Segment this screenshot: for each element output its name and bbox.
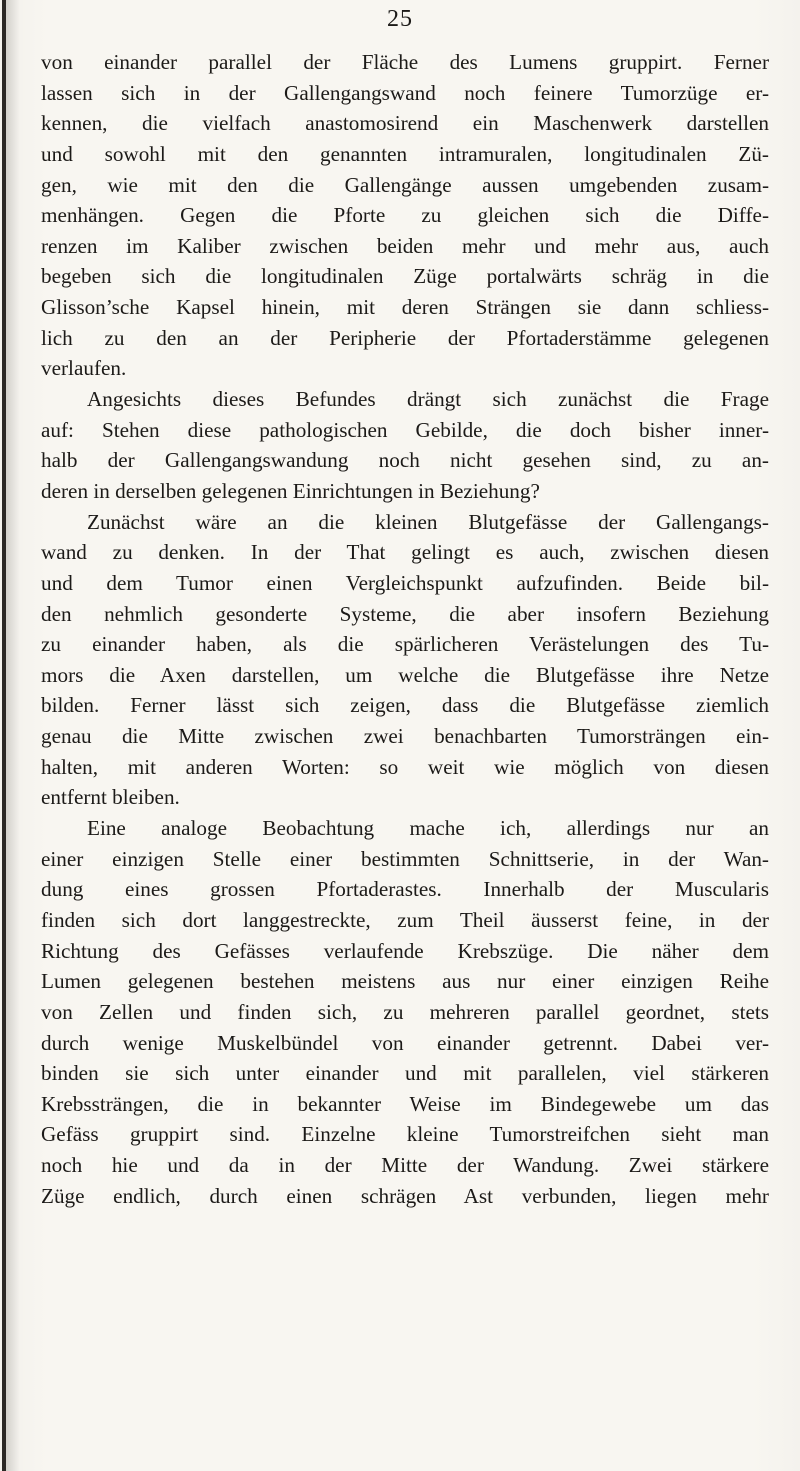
text-line: binden sie sich unter einander und mit parallelen, viel stärkeren <box>41 1061 769 1086</box>
text-line: bilden. Ferner lässt sich zeigen, dass die Blutgefässe ziemlich <box>41 693 769 718</box>
binding-shadow <box>6 0 20 1471</box>
text-line: Glisson’sche Kapsel hinein, mit deren Strängen sie dann schliess- <box>41 295 769 320</box>
text-line: Gefäss gruppirt sind. Einzelne kleine Tumorstreifchen sieht man <box>41 1122 769 1147</box>
text-line: finden sich dort langgestreckte, zum Theil äusserst feine, in der <box>41 907 769 932</box>
text-line: dung eines grossen Pfortaderastes. Innerhalb der Muscularis <box>41 877 769 902</box>
text-line: kennen, die vielfach anastomosirend ein Maschenwerk darstellen <box>41 111 769 136</box>
text-line: Krebssträngen, die in bekannter Weise im Bindegewebe um das <box>41 1091 769 1116</box>
paragraph-start-line: Zunächst wäre an die kleinen Blutgefässe der Gallengangs- <box>87 509 769 534</box>
paragraph-end-line: deren in derselben gelegenen Einrichtungen in Beziehung? <box>41 478 540 503</box>
text-line: genau die Mitte zwischen zwei benachbarten Tumorsträngen ein- <box>41 724 769 749</box>
text-line: Richtung des Gefässes verlaufende Krebszüge. Die näher dem <box>41 938 769 963</box>
text-line: lassen sich in der Gallengangswand noch feinere Tumorzüge er- <box>41 80 769 105</box>
page-number: 25 <box>387 6 413 32</box>
text-line: wand zu denken. In der That gelingt es auch, zwischen diesen <box>41 540 769 565</box>
paragraph-end-line: entfernt bleiben. <box>41 785 180 810</box>
text-line: Lumen gelegenen bestehen meistens aus nur einer einzigen Reihe <box>41 969 769 994</box>
text-line: halten, mit anderen Worten: so weit wie möglich von diesen <box>41 754 769 779</box>
text-line: von einander parallel der Fläche des Lumens gruppirt. Ferner <box>41 50 769 74</box>
paragraph-start-line: Angesichts dieses Befundes drängt sich zunächst die Frage <box>87 387 769 412</box>
text-line: noch hie und da in der Mitte der Wandung. Zwei stärkere <box>41 1153 769 1178</box>
paragraph-end-line: verlaufen. <box>41 356 127 381</box>
text-line: menhängen. Gegen die Pforte zu gleichen sich die Diffe- <box>41 203 769 228</box>
text-line: begeben sich die longitudinalen Züge portalwärts schräg in die <box>41 264 769 289</box>
text-line: gen, wie mit den die Gallengänge aussen umgebenden zusam- <box>41 172 769 197</box>
text-line: und sowohl mit den genannten intramuralen, longitudinalen Zü- <box>41 141 769 166</box>
text-line: durch wenige Muskelbündel von einander getrennt. Dabei ver- <box>41 1030 769 1055</box>
text-line: auf: Stehen diese pathologischen Gebilde, die doch bisher inner- <box>41 417 769 442</box>
text-line: Züge endlich, durch einen schrägen Ast verbunden, liegen mehr <box>41 1183 769 1208</box>
text-line: lich zu den an der Peripherie der Pfortaderstämme gelegenen <box>41 325 769 350</box>
text-line: und dem Tumor einen Vergleichspunkt aufzufinden. Beide bil- <box>41 570 769 595</box>
text-line: den nehmlich gesonderte Systeme, die aber insofern Beziehung <box>41 601 769 626</box>
text-line: zu einander haben, als die spärlicheren Verästelungen des Tu- <box>41 632 769 657</box>
text-line: renzen im Kaliber zwischen beiden mehr und mehr aus, auch <box>41 233 769 258</box>
text-line: halb der Gallengangswandung noch nicht gesehen sind, zu an- <box>41 448 769 473</box>
body-text <box>41 47 769 1211</box>
text-line: von Zellen und finden sich, zu mehreren parallel geordnet, stets <box>41 999 769 1024</box>
text-line: einer einzigen Stelle einer bestimmten Schnittserie, in der Wan- <box>41 846 769 871</box>
text-line: mors die Axen darstellen, um welche die Blutgefässe ihre Netze <box>41 662 769 687</box>
paragraph-start-line: Eine analoge Beobachtung mache ich, allerdings nur an <box>87 816 769 841</box>
